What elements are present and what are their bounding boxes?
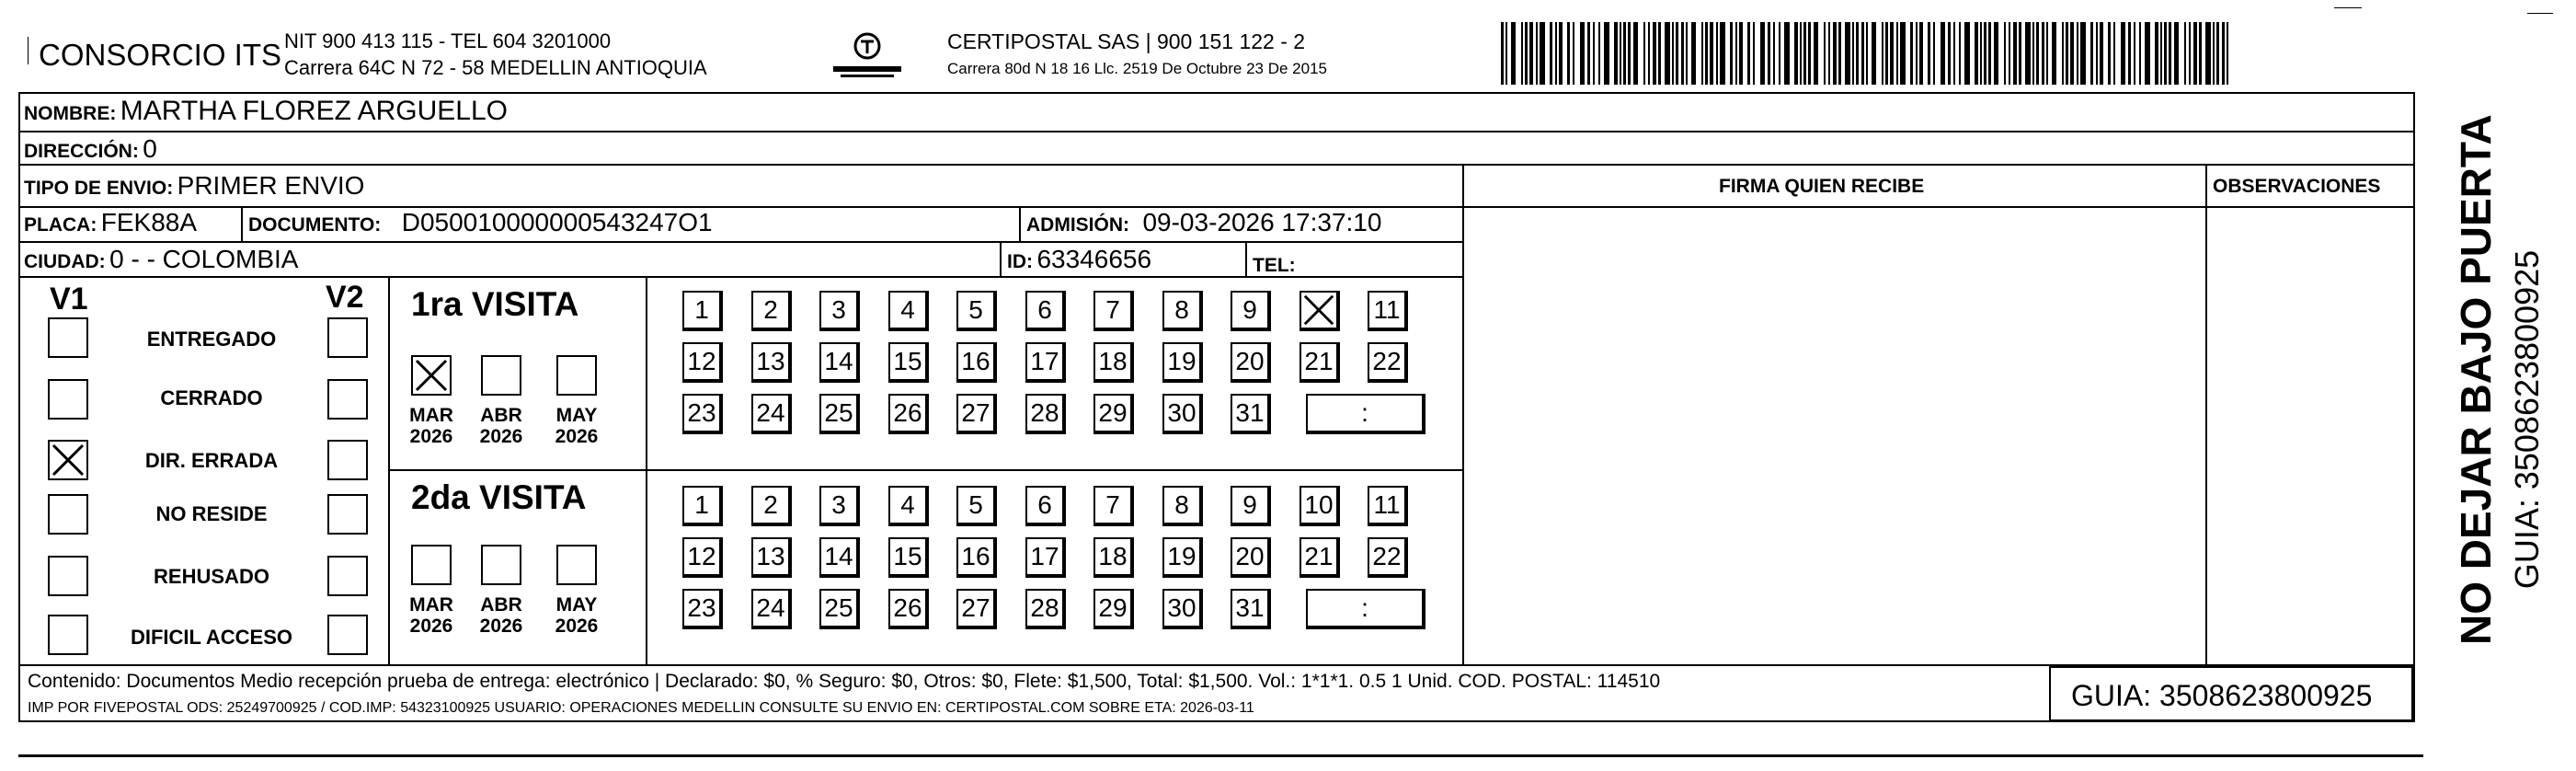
barcode-bar (1501, 22, 1504, 85)
day-box-14[interactable]: 14 (819, 342, 860, 383)
id-value: 63346656 (1036, 245, 1152, 273)
checkbox-v1[interactable] (48, 494, 88, 535)
day-box-7[interactable]: 7 (1093, 486, 1134, 526)
day-box-1[interactable]: 1 (682, 291, 723, 331)
frame-outer-bottom (18, 754, 2423, 757)
ciudad-field (24, 247, 298, 272)
day-box-22[interactable]: 22 (1368, 342, 1408, 383)
checkbox-v1[interactable] (48, 440, 88, 480)
barcode-bar (1730, 22, 1733, 85)
barcode-bar (1948, 22, 1951, 85)
barcode-bar (1773, 22, 1775, 85)
checkbox-v2[interactable] (327, 615, 368, 655)
barcode-bar (2096, 22, 2098, 85)
barcode-bar (1984, 22, 1986, 85)
barcode-bar (1525, 22, 1528, 85)
direccion-value: 0 (143, 134, 157, 163)
barcode-bar (2189, 22, 2191, 85)
barcode-bar (2009, 22, 2010, 85)
barcode-bar (1739, 22, 1743, 85)
barcode-bar (1587, 22, 1590, 85)
status-label: NO RESIDE (155, 502, 268, 525)
barcode-bar (1900, 22, 1906, 85)
placa-label: PLACA: (24, 214, 97, 236)
barcode-bar (1975, 22, 1978, 85)
month-label: MAY 2026 (555, 405, 599, 448)
day-box-20[interactable]: 20 (1231, 342, 1271, 383)
day-box-18[interactable]: 18 (1093, 537, 1134, 578)
col-line (2205, 166, 2207, 665)
day-box-3[interactable]: 3 (819, 291, 860, 331)
day-box-10[interactable] (1299, 291, 1340, 331)
frame-right (2413, 92, 2415, 722)
barcode-bar (1573, 22, 1574, 85)
barcode-bar (1716, 22, 1718, 85)
barcode-bar (1559, 22, 1563, 85)
month-label: ABR 2026 (479, 594, 523, 638)
barcode-bar (2164, 22, 2167, 85)
day-box-8[interactable]: 8 (1162, 291, 1203, 331)
day-box-24[interactable]: 24 (751, 589, 792, 629)
barcode-bar (1653, 22, 1656, 85)
barcode-bar (1628, 22, 1631, 85)
month-checkbox[interactable] (556, 545, 597, 585)
id-field (1007, 247, 1151, 272)
barcode-bar (1620, 22, 1621, 85)
barcode-bar (2174, 22, 2179, 85)
barcode-bar (1852, 22, 1854, 85)
day-box-29[interactable]: 29 (1093, 589, 1134, 629)
barcode-bar (1720, 22, 1725, 85)
barcode-bar (2222, 22, 2225, 85)
guia-box-value: GUIA: 3508623800925 (2071, 679, 2373, 712)
day-box-30[interactable]: 30 (1162, 589, 1203, 629)
placa-field (24, 210, 197, 236)
day-box-9[interactable]: 9 (1231, 291, 1271, 331)
day-box-23[interactable]: 23 (682, 394, 723, 434)
barcode-bar (2004, 22, 2006, 85)
barcode-bar (1828, 22, 1830, 85)
day-box-31[interactable]: 31 (1231, 394, 1271, 434)
day-box-15[interactable]: 15 (888, 537, 929, 578)
barcode-bar (2062, 22, 2064, 85)
admision-field (1026, 210, 1381, 236)
barcode-bar (1919, 22, 1923, 85)
barcode-bar (2032, 22, 2034, 85)
barcode-bar (1747, 22, 1750, 85)
barcode-bar (1529, 22, 1533, 85)
barcode-bar (1784, 22, 1790, 85)
tipo-envio-field (24, 173, 364, 199)
barcode-bar (1872, 22, 1876, 85)
barcode-bar (1885, 22, 1888, 85)
barcode-bar (1824, 22, 1826, 85)
row-line (18, 241, 1464, 243)
barcode-bar (1833, 22, 1837, 85)
day-box-2[interactable]: 2 (751, 291, 792, 331)
col-line (1245, 241, 1247, 278)
barcode-bar (1691, 22, 1696, 85)
day-box-26[interactable]: 26 (888, 589, 929, 629)
day-box-21[interactable]: 21 (1299, 342, 1340, 383)
barcode-bar (1814, 22, 1818, 85)
ciudad-label: CIUDAD: (24, 251, 106, 272)
frame-top (18, 92, 2414, 94)
barcode-bar (1800, 22, 1802, 85)
barcode-bar (2155, 22, 2158, 85)
barcode-bar (1511, 22, 1516, 85)
month-label: MAY 2026 (555, 594, 599, 638)
status-label: CERRADO (160, 386, 263, 409)
tipo-envio-label: TIPO DE ENVIO: (24, 178, 174, 199)
barcode-bar (1794, 22, 1798, 85)
visita2-title: 2da VISITA (411, 478, 587, 516)
documento-value: D050010000000543247O1 (401, 208, 713, 236)
barcode-bar (2013, 22, 2017, 85)
barcode-bar (1643, 22, 1645, 85)
status-label: DIR. ERRADA (144, 449, 279, 472)
day-box-20[interactable]: 20 (1231, 537, 1271, 578)
day-box-24[interactable]: 24 (751, 394, 792, 434)
checkbox-v2[interactable] (327, 440, 368, 480)
day-box-17[interactable]: 17 (1025, 537, 1066, 578)
tipo-envio-value: PRIMER ENVIO (177, 171, 365, 200)
barcode-bar (2139, 22, 2141, 85)
barcode-bar (2199, 22, 2202, 85)
day-box-13[interactable]: 13 (751, 537, 792, 578)
visit-split (388, 469, 1464, 471)
placa-value: FEK88A (100, 208, 198, 236)
day-box-21[interactable]: 21 (1299, 537, 1340, 578)
day-box-19[interactable]: 19 (1162, 537, 1203, 578)
frame-left (18, 92, 20, 722)
barcode-bar (1580, 22, 1585, 85)
day-box-14[interactable]: 14 (819, 537, 860, 578)
company-address: Carrera 64C N 72 - 58 MEDELLIN ANTIOQUIA (284, 56, 707, 79)
barcode-bar (2145, 22, 2150, 85)
month-checkbox[interactable] (411, 545, 452, 585)
day-box-26[interactable]: 26 (888, 394, 929, 434)
barcode-bar (1861, 22, 1864, 85)
checkbox-v1[interactable] (48, 615, 88, 655)
barcode-bar (1760, 22, 1765, 85)
barcode-bar (1658, 22, 1661, 85)
barcode-bar (1633, 22, 1638, 85)
barcode-bar (1623, 22, 1626, 85)
barcode-bar (2193, 22, 2197, 85)
day-box-22[interactable]: 22 (1368, 537, 1408, 578)
barcode-bar (1933, 22, 1935, 85)
day-box-2[interactable]: 2 (751, 486, 792, 526)
documento-label: DOCUMENTO: (248, 214, 382, 236)
barcode-icon (1501, 22, 2235, 85)
barcode-bar (1928, 22, 1930, 85)
day-box-27[interactable]: 27 (956, 589, 997, 629)
barcode-bar (1866, 22, 1868, 85)
checkbox-v1[interactable] (48, 556, 88, 596)
barcode-bar (1648, 22, 1650, 85)
barcode-bar (1753, 22, 1755, 85)
documento-field (248, 210, 713, 236)
day-box-17[interactable]: 17 (1025, 342, 1066, 383)
day-box-16[interactable]: 16 (956, 537, 997, 578)
barcode-bar (1838, 22, 1841, 85)
barcode-bar (2213, 22, 2215, 85)
barcode-bar (1536, 22, 1538, 85)
barcode-bar (1614, 22, 1618, 85)
barcode-bar (2019, 22, 2021, 85)
col-line (1000, 241, 1002, 278)
col-line (241, 206, 243, 243)
barcode-bar (1735, 22, 1737, 85)
barcode-bar (2100, 22, 2103, 85)
day-box-6[interactable]: 6 (1025, 291, 1066, 331)
row-line (18, 164, 2415, 166)
month-label: MAR 2026 (409, 405, 453, 448)
barcode-bar (1953, 22, 1955, 85)
barcode-bar (2128, 22, 2131, 85)
day-box-1[interactable]: 1 (682, 486, 723, 526)
visita1-title: 1ra VISITA (411, 285, 579, 323)
barcode-bar (2216, 22, 2219, 85)
col-line (1019, 206, 1021, 243)
day-box-16[interactable]: 16 (956, 342, 997, 383)
barcode-bar (1803, 22, 1806, 85)
barcode-bar (1896, 22, 1898, 85)
edge-mark (2334, 7, 2362, 8)
day-box-5[interactable]: 5 (956, 486, 997, 526)
day-box-10[interactable]: 10 (1299, 486, 1340, 526)
day-box-11[interactable]: 11 (1368, 486, 1408, 526)
courier-address: Carrera 80d N 18 16 Llc. 2519 De Octubre 23 De 2015 (947, 60, 1327, 77)
barcode-bar (1604, 22, 1609, 85)
barcode-bar (2090, 22, 2093, 85)
barcode-bar (1686, 22, 1688, 85)
direccion-field (24, 136, 157, 162)
barcode-bar (1540, 22, 1545, 85)
nombre-label: NOMBRE: (24, 103, 117, 124)
side-panel (2419, 92, 2547, 644)
day-box-12[interactable]: 12 (682, 342, 723, 383)
checkbox-v2[interactable] (327, 556, 368, 596)
barcode-bar (1845, 22, 1850, 85)
barcode-bar (1890, 22, 1894, 85)
company-name: CONSORCIO ITS (39, 38, 282, 72)
barcode-bar (2077, 22, 2078, 85)
barcode-bar (2036, 22, 2039, 85)
checkbox-v1[interactable] (48, 379, 88, 420)
time-box[interactable]: : (1306, 589, 1425, 629)
tel-field (1253, 250, 1296, 276)
barcode-bar (1521, 22, 1523, 85)
barcode-bar (2134, 22, 2135, 85)
barcode-bar (1916, 22, 1918, 85)
month-checkbox[interactable] (481, 355, 521, 396)
day-box-23[interactable]: 23 (682, 589, 723, 629)
x-mark-icon (50, 442, 86, 478)
no-dejar-warning: NO DEJAR BAJO PUERTA (2452, 114, 2500, 645)
barcode-bar (2169, 22, 2171, 85)
barcode-bar (1808, 22, 1811, 85)
edge-mark (2527, 13, 2553, 14)
tel-label: TEL: (1253, 255, 1296, 276)
day-box-19[interactable]: 19 (1162, 342, 1203, 383)
nombre-value: MARTHA FLOREZ ARGUELLO (120, 96, 508, 126)
barcode-bar (1593, 22, 1595, 85)
checkbox-v2[interactable] (327, 494, 368, 535)
day-box-3[interactable]: 3 (819, 486, 860, 526)
barcode-bar (2108, 22, 2111, 85)
barcode-bar (1710, 22, 1713, 85)
barcode-bar (2042, 22, 2044, 85)
month-checkbox[interactable] (556, 355, 597, 396)
day-box-27[interactable]: 27 (956, 394, 997, 434)
day-box-6[interactable]: 6 (1025, 486, 1066, 526)
day-box-11[interactable]: 11 (1368, 291, 1408, 331)
ciudad-value: 0 - - COLOMBIA (109, 245, 299, 273)
edge-mark (28, 37, 29, 64)
barcode-bar (2070, 22, 2074, 85)
barcode-bar (1567, 22, 1570, 85)
day-box-25[interactable]: 25 (819, 589, 860, 629)
admision-value: 09-03-2026 17:37:10 (1142, 208, 1382, 236)
month-label: MAR 2026 (409, 594, 453, 638)
day-box-5[interactable]: 5 (956, 291, 997, 331)
day-box-4[interactable]: 4 (888, 486, 929, 526)
day-box-7[interactable]: 7 (1093, 291, 1134, 331)
barcode-bar (2113, 22, 2115, 85)
checkbox-v2[interactable] (327, 317, 368, 358)
guia-box (2049, 666, 2413, 721)
barcode-bar (1665, 22, 1670, 85)
status-label: REHUSADO (154, 565, 269, 588)
direccion-label: DIRECCIÓN: (24, 141, 139, 162)
barcode-bar (2066, 22, 2068, 85)
barcode-bar (1555, 22, 1557, 85)
certipostal-logo (828, 29, 907, 83)
barcode-bar (1964, 22, 1970, 85)
checkbox-v2[interactable] (327, 379, 368, 420)
courier-name: CERTIPOSTAL SAS | 900 151 122 - 2 (947, 29, 1306, 53)
barcode-bar (1550, 22, 1552, 85)
row-line (18, 276, 1464, 278)
nombre-field (24, 98, 508, 125)
barcode-bar (1856, 22, 1859, 85)
barcode-bar (1701, 22, 1703, 85)
time-box[interactable]: : (1306, 394, 1425, 434)
day-box-8[interactable]: 8 (1162, 486, 1203, 526)
barcode-bar (2160, 22, 2162, 85)
barcode-bar (1672, 22, 1674, 85)
barcode-bar (1882, 22, 1883, 85)
day-box-9[interactable]: 9 (1231, 486, 1271, 526)
col-line (1462, 166, 1464, 665)
v1-header: V1 (50, 282, 88, 316)
barcode-bar (1506, 22, 1507, 85)
status-label: ENTREGADO (146, 328, 277, 351)
day-box-25[interactable]: 25 (819, 394, 860, 434)
day-box-12[interactable]: 12 (682, 537, 723, 578)
v2-header: V2 (326, 280, 364, 315)
barcode-bar (2205, 22, 2211, 85)
barcode-bar (2052, 22, 2056, 85)
barcode-bar (2227, 22, 2228, 85)
row-line (18, 131, 2415, 132)
month-checkbox[interactable] (411, 355, 452, 396)
barcode-bar (1779, 22, 1780, 85)
day-box-28[interactable]: 28 (1025, 394, 1066, 434)
contenido-text: Contenido: Documentos Medio recepción prueba de entrega: electrónico | Declarado: $0, % Seguro: $0, Otros: $0, Flete: $1,500, Total: $1,500. Vol.: 1*1*1. 0.5 1 Unid. COD. POSTAL: 114510 (28, 671, 1661, 692)
barcode-bar (1768, 22, 1770, 85)
day-box-15[interactable]: 15 (888, 342, 929, 383)
day-box-13[interactable]: 13 (751, 342, 792, 383)
x-mark-icon (1301, 293, 1336, 328)
month-label: ABR 2026 (479, 405, 523, 448)
day-box-4[interactable]: 4 (888, 291, 929, 331)
company-nit: NIT 900 413 115 - TEL 604 3201000 (284, 29, 612, 52)
firma-header: FIRMA QUIEN RECIBE (1719, 176, 1925, 197)
barcode-bar (2121, 22, 2125, 85)
checkbox-v1[interactable] (48, 317, 88, 358)
barcode-bar (2184, 22, 2186, 85)
day-box-29[interactable]: 29 (1093, 394, 1134, 434)
observaciones-header: OBSERVACIONES (2213, 176, 2381, 197)
barcode-bar (1681, 22, 1684, 85)
barcode-bar (2025, 22, 2031, 85)
barcode-bar (1941, 22, 1945, 85)
barcode-bar (1980, 22, 1982, 85)
day-box-28[interactable]: 28 (1025, 589, 1066, 629)
day-box-30[interactable]: 30 (1162, 394, 1203, 434)
day-box-18[interactable]: 18 (1093, 342, 1134, 383)
barcode-bar (1705, 22, 1708, 85)
id-label: ID: (1007, 251, 1033, 272)
imp-text: IMP POR FIVEPOSTAL ODS: 25249700925 / COD.IMP: 54323100925 USUARIO: OPERACIONES MEDELLIN CONSULTE SU ENVIO EN: CERTIPOSTAL.COM SOBRE ETA: 2026-03-11 (28, 700, 1254, 716)
barcode-bar (1910, 22, 1913, 85)
x-mark-icon (413, 357, 450, 394)
barcode-bar (2080, 22, 2086, 85)
barcode-bar (1994, 22, 1998, 85)
month-checkbox[interactable] (481, 545, 521, 585)
barcode-bar (1959, 22, 1961, 85)
day-box-31[interactable]: 31 (1231, 589, 1271, 629)
barcode-bar (1598, 22, 1600, 85)
admision-label: ADMISIÓN: (1026, 214, 1129, 236)
barcode-bar (1676, 22, 1678, 85)
barcode-bar (2046, 22, 2048, 85)
side-guia: GUIA: 3508623800925 (2508, 249, 2546, 590)
status-label: DIFICIL ACCESO (130, 626, 292, 649)
barcode-bar (1988, 22, 1991, 85)
